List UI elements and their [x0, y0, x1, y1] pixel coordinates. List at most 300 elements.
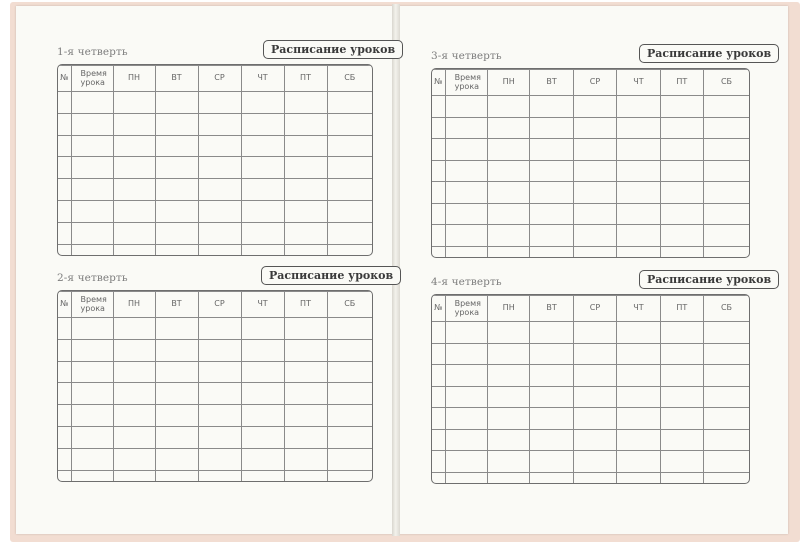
table-cell — [488, 472, 530, 483]
table-cell — [198, 222, 241, 244]
table-cell — [58, 244, 71, 255]
table-cell — [71, 426, 113, 448]
table-cell — [617, 225, 660, 247]
table-cell — [113, 244, 155, 255]
table-cell — [617, 451, 660, 473]
table-cell — [71, 179, 113, 201]
table-row — [432, 429, 749, 451]
table-cell — [113, 339, 155, 361]
table-row — [58, 426, 372, 448]
table-row — [58, 179, 372, 201]
table-cell — [58, 405, 71, 427]
quarter-2-timetable — [57, 290, 373, 482]
column-header-number: № — [58, 66, 71, 92]
table-row — [432, 96, 749, 118]
table-cell — [660, 408, 703, 430]
table-cell — [530, 343, 573, 365]
table-cell — [198, 383, 241, 405]
table-cell — [432, 117, 445, 139]
table-cell — [445, 386, 487, 408]
table-cell — [241, 318, 284, 340]
column-header-day: ПН — [488, 70, 530, 96]
table-cell — [241, 405, 284, 427]
table-cell — [617, 160, 660, 182]
table-cell — [71, 135, 113, 157]
table-cell — [488, 96, 530, 118]
table-cell — [660, 139, 703, 161]
column-header-day: ВТ — [155, 292, 198, 318]
table-cell — [488, 139, 530, 161]
table-cell — [432, 246, 445, 257]
table-cell — [530, 182, 573, 204]
column-header-day: СР — [198, 66, 241, 92]
table-cell — [241, 244, 284, 255]
table-cell — [327, 135, 372, 157]
table-cell — [445, 182, 487, 204]
table-cell — [71, 244, 113, 255]
table-cell — [241, 157, 284, 179]
table-cell — [704, 96, 749, 118]
table-cell — [488, 117, 530, 139]
table-cell — [155, 222, 198, 244]
table-cell — [327, 179, 372, 201]
table-cell — [198, 339, 241, 361]
table-cell — [617, 182, 660, 204]
table-cell — [284, 92, 327, 114]
table-row — [58, 113, 372, 135]
table-cell — [113, 361, 155, 383]
table-cell — [660, 365, 703, 387]
table-cell — [113, 318, 155, 340]
table-cell — [327, 361, 372, 383]
table-cell — [58, 157, 71, 179]
table-row — [58, 448, 372, 470]
table-cell — [573, 343, 616, 365]
table-cell — [660, 96, 703, 118]
timetable-grid — [432, 69, 749, 257]
table-cell — [573, 408, 616, 430]
table-cell — [155, 157, 198, 179]
column-header-day: ЧТ — [617, 296, 660, 322]
table-cell — [573, 365, 616, 387]
table-row — [58, 318, 372, 340]
table-cell — [113, 383, 155, 405]
table-cell — [198, 157, 241, 179]
table-cell — [530, 96, 573, 118]
table-row — [432, 117, 749, 139]
column-header-day: ЧТ — [241, 292, 284, 318]
table-cell — [241, 179, 284, 201]
quarter-1-label: 1-я четверть — [57, 46, 128, 58]
table-cell — [198, 200, 241, 222]
table-cell — [113, 113, 155, 135]
table-cell — [155, 361, 198, 383]
table-cell — [113, 470, 155, 481]
table-row — [432, 203, 749, 225]
table-cell — [58, 135, 71, 157]
table-cell — [155, 200, 198, 222]
table-cell — [445, 117, 487, 139]
table-cell — [488, 365, 530, 387]
table-cell — [488, 246, 530, 257]
table-cell — [155, 426, 198, 448]
table-cell — [198, 426, 241, 448]
table-cell — [327, 383, 372, 405]
quarter-3-timetable — [431, 68, 750, 258]
table-cell — [704, 117, 749, 139]
table-cell — [155, 470, 198, 481]
table-cell — [327, 157, 372, 179]
table-cell — [660, 451, 703, 473]
table-cell — [71, 318, 113, 340]
table-cell — [113, 405, 155, 427]
table-cell — [241, 361, 284, 383]
table-cell — [58, 222, 71, 244]
table-cell — [198, 448, 241, 470]
table-cell — [71, 200, 113, 222]
column-header-day: ПТ — [660, 296, 703, 322]
table-cell — [432, 343, 445, 365]
table-cell — [617, 139, 660, 161]
table-row — [58, 222, 372, 244]
column-header-time: Время урока — [445, 296, 487, 322]
table-cell — [530, 322, 573, 344]
table-cell — [660, 429, 703, 451]
column-header-day: ПТ — [660, 70, 703, 96]
table-cell — [617, 408, 660, 430]
table-cell — [660, 117, 703, 139]
table-cell — [284, 244, 327, 255]
table-row — [58, 200, 372, 222]
quarter-1-title: Расписание уроков — [263, 40, 403, 59]
table-cell — [198, 113, 241, 135]
table-cell — [241, 222, 284, 244]
table-cell — [660, 225, 703, 247]
timetable-grid — [432, 295, 749, 483]
table-cell — [58, 339, 71, 361]
table-row — [58, 383, 372, 405]
table-cell — [432, 365, 445, 387]
table-row — [432, 182, 749, 204]
table-cell — [488, 451, 530, 473]
column-header-day: ПН — [113, 66, 155, 92]
table-cell — [445, 160, 487, 182]
table-row — [58, 92, 372, 114]
table-cell — [155, 405, 198, 427]
table-row — [58, 157, 372, 179]
table-cell — [617, 386, 660, 408]
table-cell — [284, 113, 327, 135]
table-row — [432, 225, 749, 247]
table-cell — [155, 135, 198, 157]
table-cell — [113, 200, 155, 222]
table-cell — [432, 160, 445, 182]
table-cell — [488, 322, 530, 344]
table-cell — [241, 113, 284, 135]
table-cell — [660, 386, 703, 408]
table-cell — [445, 246, 487, 257]
table-cell — [432, 472, 445, 483]
table-row — [432, 365, 749, 387]
table-cell — [284, 200, 327, 222]
table-cell — [573, 96, 616, 118]
table-cell — [284, 470, 327, 481]
column-header-day: ПТ — [284, 292, 327, 318]
table-row — [432, 322, 749, 344]
table-cell — [432, 182, 445, 204]
table-cell — [327, 92, 372, 114]
column-header-time: Время урока — [445, 70, 487, 96]
table-row — [58, 405, 372, 427]
table-cell — [488, 225, 530, 247]
table-cell — [660, 182, 703, 204]
table-cell — [704, 203, 749, 225]
table-cell — [530, 225, 573, 247]
table-cell — [155, 318, 198, 340]
table-cell — [155, 179, 198, 201]
table-cell — [284, 339, 327, 361]
column-header-number: № — [58, 292, 71, 318]
table-cell — [445, 96, 487, 118]
table-cell — [284, 318, 327, 340]
table-cell — [573, 451, 616, 473]
table-cell — [445, 139, 487, 161]
table-cell — [617, 246, 660, 257]
table-cell — [530, 139, 573, 161]
column-header-number: № — [432, 296, 445, 322]
table-cell — [617, 117, 660, 139]
column-header-day: СБ — [704, 296, 749, 322]
table-cell — [432, 386, 445, 408]
table-cell — [704, 160, 749, 182]
table-cell — [241, 200, 284, 222]
table-cell — [530, 429, 573, 451]
column-header-day: ЧТ — [241, 66, 284, 92]
column-header-day: СБ — [704, 70, 749, 96]
timetable-grid — [58, 65, 372, 255]
table-cell — [241, 339, 284, 361]
quarter-3-title: Расписание уроков — [639, 44, 779, 63]
table-cell — [113, 222, 155, 244]
table-cell — [704, 225, 749, 247]
table-cell — [58, 383, 71, 405]
table-row — [432, 451, 749, 473]
table-cell — [432, 225, 445, 247]
table-cell — [327, 222, 372, 244]
table-cell — [704, 246, 749, 257]
table-cell — [704, 322, 749, 344]
table-cell — [573, 246, 616, 257]
table-row — [58, 470, 372, 481]
table-cell — [573, 117, 616, 139]
table-cell — [432, 451, 445, 473]
table-cell — [445, 322, 487, 344]
table-cell — [488, 203, 530, 225]
table-cell — [530, 365, 573, 387]
table-cell — [113, 179, 155, 201]
table-cell — [488, 160, 530, 182]
table-cell — [198, 135, 241, 157]
table-cell — [530, 246, 573, 257]
table-row — [432, 160, 749, 182]
table-cell — [241, 426, 284, 448]
quarter-2-title: Расписание уроков — [261, 266, 401, 285]
quarter-4-label: 4-я четверть — [431, 276, 502, 288]
column-header-time: Время урока — [71, 66, 113, 92]
table-cell — [573, 472, 616, 483]
table-cell — [241, 448, 284, 470]
table-cell — [327, 470, 372, 481]
table-cell — [432, 96, 445, 118]
table-cell — [58, 318, 71, 340]
table-cell — [71, 113, 113, 135]
table-cell — [155, 339, 198, 361]
table-cell — [71, 383, 113, 405]
table-cell — [660, 203, 703, 225]
table-cell — [327, 318, 372, 340]
column-header-day: ВТ — [530, 70, 573, 96]
quarter-4-title: Расписание уроков — [639, 270, 779, 289]
column-header-day: СР — [198, 292, 241, 318]
table-cell — [432, 322, 445, 344]
table-cell — [704, 429, 749, 451]
table-row — [432, 386, 749, 408]
table-cell — [530, 117, 573, 139]
table-row — [58, 339, 372, 361]
table-cell — [155, 383, 198, 405]
table-row — [58, 361, 372, 383]
table-row — [432, 343, 749, 365]
table-cell — [241, 470, 284, 481]
table-cell — [445, 451, 487, 473]
table-cell — [284, 222, 327, 244]
table-cell — [327, 244, 372, 255]
table-row — [432, 246, 749, 257]
table-cell — [704, 139, 749, 161]
column-header-day: ПТ — [284, 66, 327, 92]
table-cell — [530, 451, 573, 473]
table-cell — [71, 92, 113, 114]
table-cell — [198, 92, 241, 114]
column-header-day: ПН — [488, 296, 530, 322]
table-cell — [660, 246, 703, 257]
table-cell — [58, 92, 71, 114]
table-cell — [198, 470, 241, 481]
table-cell — [241, 383, 284, 405]
table-cell — [660, 160, 703, 182]
table-cell — [71, 448, 113, 470]
table-cell — [573, 182, 616, 204]
quarter-1-block — [57, 43, 396, 256]
table-cell — [445, 408, 487, 430]
table-cell — [327, 405, 372, 427]
table-cell — [530, 408, 573, 430]
table-cell — [704, 451, 749, 473]
table-cell — [71, 470, 113, 481]
table-cell — [432, 429, 445, 451]
table-cell — [704, 386, 749, 408]
quarter-4-timetable — [431, 294, 750, 484]
table-cell — [113, 448, 155, 470]
table-row — [432, 472, 749, 483]
column-header-day: ЧТ — [617, 70, 660, 96]
table-cell — [284, 426, 327, 448]
table-cell — [284, 179, 327, 201]
table-cell — [704, 365, 749, 387]
table-cell — [284, 405, 327, 427]
table-cell — [198, 179, 241, 201]
table-cell — [660, 343, 703, 365]
table-cell — [71, 405, 113, 427]
table-cell — [113, 92, 155, 114]
table-cell — [58, 426, 71, 448]
table-cell — [327, 200, 372, 222]
table-cell — [58, 179, 71, 201]
table-cell — [327, 426, 372, 448]
table-cell — [445, 203, 487, 225]
table-cell — [327, 113, 372, 135]
table-cell — [432, 139, 445, 161]
column-header-day: ВТ — [530, 296, 573, 322]
table-cell — [113, 157, 155, 179]
table-cell — [198, 361, 241, 383]
quarter-3-block — [431, 47, 772, 260]
table-cell — [617, 429, 660, 451]
table-cell — [617, 343, 660, 365]
table-cell — [58, 200, 71, 222]
table-cell — [617, 203, 660, 225]
table-cell — [284, 135, 327, 157]
table-cell — [488, 386, 530, 408]
table-cell — [198, 318, 241, 340]
table-cell — [284, 157, 327, 179]
table-cell — [113, 426, 155, 448]
quarter-2-block — [57, 269, 394, 482]
quarter-2-label: 2-я четверть — [57, 272, 128, 284]
table-cell — [488, 343, 530, 365]
column-header-day: ВТ — [155, 66, 198, 92]
table-row — [432, 408, 749, 430]
table-cell — [71, 157, 113, 179]
table-cell — [155, 244, 198, 255]
table-cell — [704, 343, 749, 365]
table-cell — [58, 448, 71, 470]
column-header-day: ПН — [113, 292, 155, 318]
table-cell — [58, 361, 71, 383]
table-cell — [617, 322, 660, 344]
table-cell — [432, 203, 445, 225]
table-cell — [445, 472, 487, 483]
table-cell — [530, 386, 573, 408]
table-cell — [704, 408, 749, 430]
table-cell — [704, 472, 749, 483]
table-cell — [617, 472, 660, 483]
table-cell — [573, 225, 616, 247]
table-cell — [241, 135, 284, 157]
column-header-day: СР — [573, 70, 616, 96]
table-cell — [617, 365, 660, 387]
table-cell — [155, 92, 198, 114]
table-cell — [530, 203, 573, 225]
table-cell — [573, 203, 616, 225]
table-cell — [445, 365, 487, 387]
quarter-1-timetable — [57, 64, 373, 256]
table-cell — [241, 92, 284, 114]
column-header-number: № — [432, 70, 445, 96]
table-cell — [445, 343, 487, 365]
table-cell — [198, 244, 241, 255]
table-cell — [573, 139, 616, 161]
